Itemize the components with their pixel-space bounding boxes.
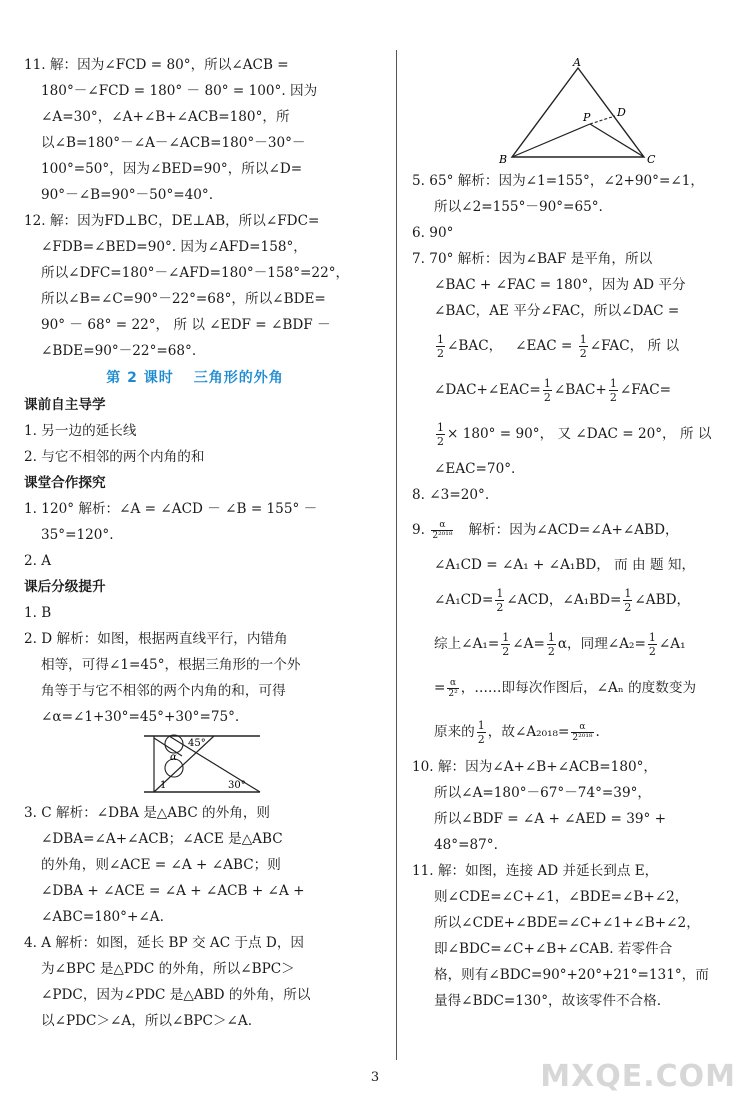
fraction-half <box>543 377 552 404</box>
text-segment: ∠A₁CD= <box>434 592 494 608</box>
lesson-topic: 三角形的外角 <box>193 370 284 386</box>
answer-line: 相等，可得∠1=45°，根据三角形的一个外 <box>41 657 301 673</box>
answer-line: 1. 120° 解析：∠A = ∠ACD － ∠B = 155° － <box>24 501 318 517</box>
answer-line: ∠A₁CD = ∠A₁ + ∠A₁BD， 而 由 题 知， <box>434 557 696 573</box>
text-segment: = <box>434 680 446 696</box>
answer-line <box>412 368 730 412</box>
fraction-half <box>436 333 445 360</box>
fraction-half <box>477 719 486 746</box>
answer-line: 4. A 解析：如图，延长 BP 交 AC 于点 D，因 <box>24 935 305 951</box>
answer-line: 8. ∠3=20°. <box>412 487 490 503</box>
answer-line <box>412 622 730 666</box>
answer-line: ∠EAC=70°. <box>434 461 516 477</box>
answer-line: ∠α=∠1+30°=45°+30°=75°. <box>41 709 240 725</box>
denominator: 2 <box>543 391 551 404</box>
denominator: 2 <box>609 391 617 404</box>
section-heading: 课堂合作探究 <box>24 475 106 491</box>
angle-1-label: 1 <box>160 780 167 791</box>
answer-line: 2. A <box>24 553 52 569</box>
denominator: 2 <box>624 601 632 614</box>
answer-12 <box>24 208 366 364</box>
answer-line: 3. C 解析：∠DBA 是△ABC 的外角，则 <box>24 805 271 821</box>
vertex-c-label: C <box>647 153 656 166</box>
answer-line: 的外角，则∠ACE = ∠A + ∠ABC；则 <box>41 857 281 873</box>
text-segment: 解析：因为∠ACD=∠A+∠ABD， <box>468 522 679 538</box>
text-segment: ∠DAC+∠EAC= <box>434 382 541 398</box>
answer-line: 10. 解：因为∠A+∠B+∠ACB=180°， <box>412 759 658 775</box>
text-segment: ∠A₁ <box>658 636 686 652</box>
answer-line <box>412 578 730 622</box>
answer-line: ∠BDE=90°－22°=68°. <box>41 343 197 359</box>
answer-line: ∠PDC，因为∠PDC 是△ABD 的外角，所以 <box>41 987 311 1003</box>
answer-line: 180°－∠FCD = 180° － 80° = 100°. 因为 <box>41 83 318 99</box>
text-segment: ∠BAC+ <box>553 382 607 398</box>
text-segment: ，故∠A₂₀₁₈= <box>487 724 570 740</box>
answer-11 <box>24 52 366 208</box>
question-number: 9. <box>412 522 425 538</box>
answer-line: 2. D 解析：如图，根据两直线平行，内错角 <box>24 631 288 647</box>
denominator: 2 <box>496 601 504 614</box>
denominator: 2 <box>437 347 444 360</box>
fraction-half <box>547 631 556 658</box>
answer-line <box>412 710 730 754</box>
segment-pd-dashed <box>590 116 615 124</box>
answer-line: ∠DBA + ∠ACE = ∠A + ∠ACB + ∠A + <box>41 883 305 899</box>
answer-line: 为∠BPC 是△PDC 的外角，所以∠BPC＞ <box>41 961 295 977</box>
answer-line: 格，则有∠BDC=90°+20°+21°=131°，而 <box>434 967 709 983</box>
angle-alpha-label: α <box>170 752 177 763</box>
answer-line: 则∠CDE=∠C+∠1，∠BDE=∠B+∠2， <box>434 889 689 905</box>
answer-line: ∠FDB=∠BED=90°. 因为∠AFD=158°， <box>41 239 307 255</box>
text-segment: ∠A= <box>512 636 545 652</box>
answer-line: 7. 70° 解析：因为∠BAF 是平角，所以 <box>412 251 653 267</box>
answer-line: 角等于与它不相邻的两个内角的和，可得 <box>41 683 286 699</box>
angle-45-label: 45° <box>188 738 206 749</box>
text-segment: ∠FAC， 所 以 <box>589 338 680 354</box>
numerator: 1 <box>496 587 504 600</box>
point-p-label: P <box>583 111 591 124</box>
denominator: 2 <box>648 645 656 658</box>
answer-line: 量得∠BDC=130°，故该零件不合格. <box>434 993 662 1009</box>
section-heading: 课前自主导学 <box>24 397 106 413</box>
text-segment: 综上∠A₁= <box>434 636 500 652</box>
answer-line: ∠DBA=∠A+∠ACB；∠ACE 是△ABC <box>41 831 283 847</box>
fraction-half <box>436 421 445 448</box>
answer-line: 1. 另一边的延长线 <box>24 423 137 439</box>
fraction-half <box>609 377 618 404</box>
figure-svg <box>24 730 366 800</box>
figure-triangle-abc <box>412 56 730 168</box>
text-segment: ，……即每次作图后，∠Aₙ 的度数变为 <box>460 680 697 696</box>
answer-line: 90°－∠B=90°－50°=40°. <box>41 187 214 203</box>
fraction-answer <box>431 520 453 541</box>
answer-line: ∠A=30°，∠A+∠B+∠ACB=180°，所 <box>41 109 290 125</box>
answer-line: ∠ABC=180°+∠A. <box>41 909 164 925</box>
numerator: 1 <box>437 333 444 346</box>
segment-pc <box>590 124 644 157</box>
answer-line: 1. B <box>24 605 52 621</box>
answer-9 <box>412 508 730 754</box>
answer-line: ∠BAC，AE 平分∠FAC，所以∠DAC = <box>434 303 680 319</box>
text-segment: ∠FAC= <box>619 382 672 398</box>
numerator: 1 <box>609 377 617 390</box>
answer-line: 2. 与它不相邻的两个内角的和 <box>24 449 205 465</box>
figure-parallel-lines <box>24 730 366 800</box>
numerator: 1 <box>547 631 555 644</box>
answer-line: 90° － 68° = 22°， 所 以 ∠EDF = ∠BDF － <box>41 317 331 333</box>
denominator: 2 <box>579 347 587 360</box>
numerator: 1 <box>624 587 632 600</box>
answer-line <box>412 412 730 456</box>
numerator: 1 <box>437 421 444 434</box>
text-segment: ∠BAC， <box>447 338 503 354</box>
text-segment: . <box>595 724 600 740</box>
fraction-answer <box>571 722 593 743</box>
numerator: α <box>447 678 458 689</box>
fraction-half <box>501 631 510 658</box>
answer-line: 即∠BDC=∠C+∠B+∠CAB. 若零件合 <box>434 941 673 957</box>
fraction-half <box>579 333 588 360</box>
page-number: 3 <box>370 1070 380 1085</box>
denominator: 2 <box>502 645 510 658</box>
column-divider <box>396 50 397 1060</box>
left-column <box>24 52 366 1034</box>
section-heading: 课后分级提升 <box>24 579 106 595</box>
text-segment: × 180° = 90°， 又 ∠DAC = 20°， 所 以 <box>447 426 712 442</box>
right-column <box>412 56 730 1014</box>
fraction-half <box>495 587 504 614</box>
numerator: 1 <box>648 631 656 644</box>
denominator: 2 <box>437 435 444 448</box>
answer-line: 所以∠2=155°－90°=65°. <box>434 199 603 215</box>
text-segment: ∠EAC = <box>515 338 573 354</box>
lesson-title <box>24 364 366 392</box>
numerator: 1 <box>579 333 587 346</box>
answer-line <box>412 508 730 552</box>
answer-line: 所以∠DFC=180°－∠AFD=180°－158°=22°， <box>41 265 350 281</box>
lesson-number: 第 2 课时 <box>106 370 174 386</box>
fraction-alpha-over-4 <box>447 678 458 699</box>
numerator: 1 <box>502 631 510 644</box>
text-segment: ∠ACD，∠A₁BD= <box>506 592 622 608</box>
fraction-half <box>648 631 657 658</box>
fraction-half <box>623 587 632 614</box>
answer-line: 48°=87°. <box>434 837 498 853</box>
answer-line: 11. 解：如图，连接 AD 并延长到点 E， <box>412 863 659 879</box>
answer-line: 所以∠B=∠C=90°－22°=68°，所以∠BDE= <box>41 291 326 307</box>
denominator: 2²⁰¹⁸ <box>572 733 593 743</box>
text-segment: ∠ABD， <box>634 592 691 608</box>
answer-line: 12. 解：因为FD⊥BC，DE⊥AB，所以∠FDC= <box>24 213 320 229</box>
answer-line: 以∠PDC＞∠A，所以∠BPC＞∠A. <box>41 1013 253 1029</box>
answer-line: 所以∠CDE+∠BDE=∠C+∠1+∠B+∠2， <box>434 915 700 931</box>
point-d-label: D <box>617 106 626 119</box>
ruler-edge <box>154 738 182 756</box>
vertex-b-label: B <box>499 153 508 166</box>
answer-line: 5. 65° 解析：因为∠1=155°，∠2+90°=∠1， <box>412 173 704 189</box>
answer-line <box>412 324 730 368</box>
answer-line: ∠BAC + ∠FAC = 180°，因为 AD 平分 <box>434 277 686 293</box>
numerator: α <box>431 520 453 531</box>
answer-line: 所以∠A=180°－67°－74°=39°， <box>434 785 651 801</box>
answer-line: 所以∠BDF = ∠A + ∠AED = 39° + <box>434 811 667 827</box>
numerator: 1 <box>543 377 551 390</box>
answer-line: 100°=50°，因为∠BED=90°，所以∠D= <box>41 161 303 177</box>
denominator: 2 <box>547 645 555 658</box>
vertex-a-label: A <box>573 56 581 69</box>
denominator: 2² <box>448 689 458 699</box>
answer-line: 11. 解：因为∠FCD = 80°，所以∠ACB = <box>24 57 289 73</box>
answer-line: 以∠B=180°－∠A－∠ACB=180°－30°－ <box>41 135 306 151</box>
denominator: 2 <box>477 733 485 746</box>
answer-line: 6. 90° <box>412 225 454 241</box>
numerator: 1 <box>477 719 485 732</box>
denominator: 2²⁰¹⁸ <box>432 531 453 541</box>
figure-svg <box>412 56 730 168</box>
numerator: α <box>571 722 593 733</box>
watermark: MXQE.COM <box>540 1059 736 1094</box>
answer-7 <box>412 246 730 482</box>
answer-line <box>412 666 730 710</box>
angle-30-label: 30° <box>228 780 246 791</box>
text-segment: α，同理∠A₂= <box>557 636 646 652</box>
answer-line: 35°=120°. <box>41 527 114 543</box>
text-segment: 原来的 <box>434 724 475 740</box>
